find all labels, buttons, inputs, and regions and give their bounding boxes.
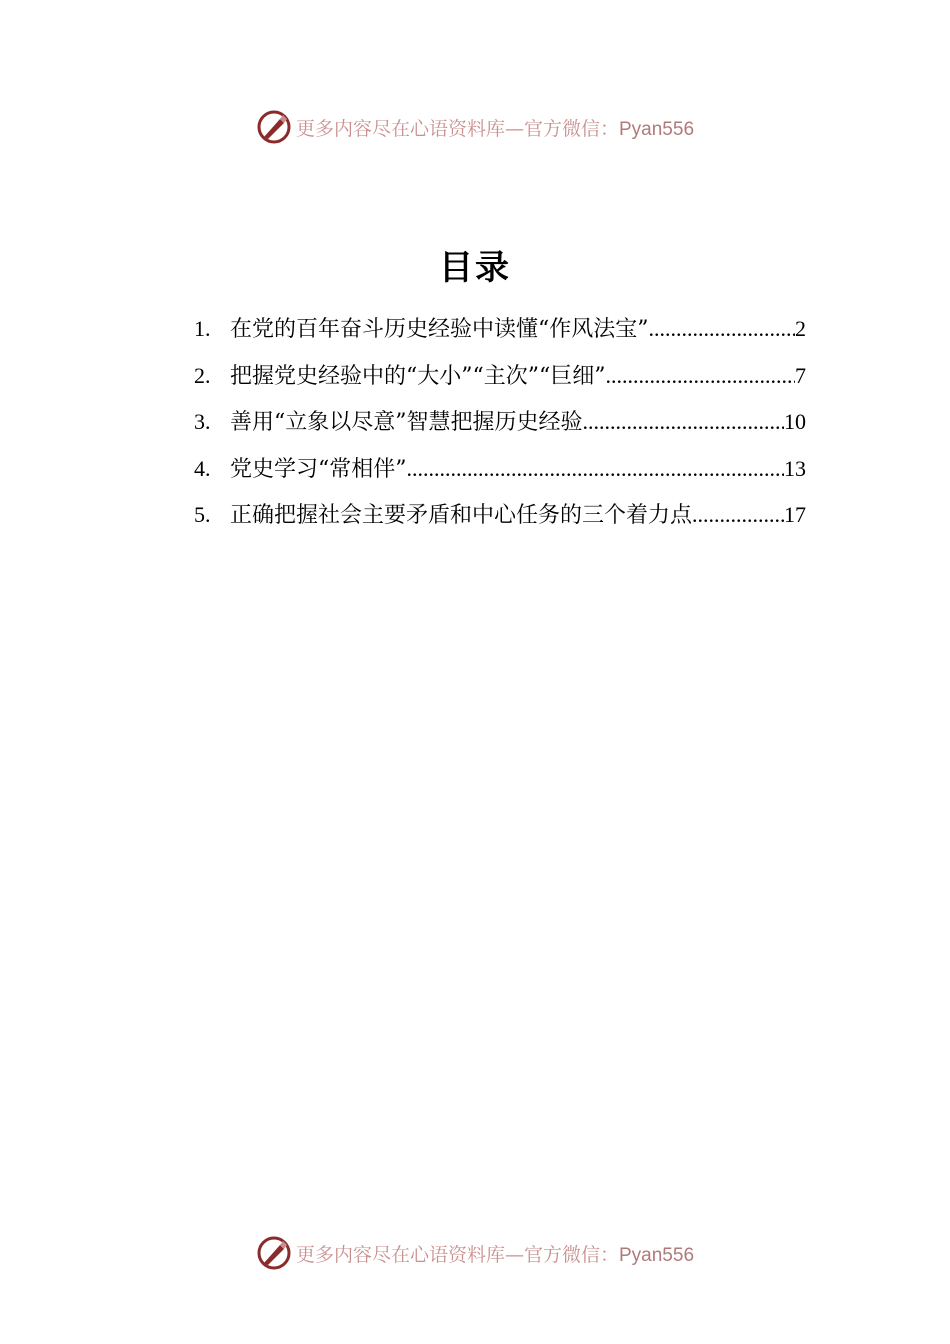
footer-banner xyxy=(0,1233,950,1273)
toc-page-number: 17 xyxy=(784,502,806,527)
toc-entry-1[interactable] xyxy=(194,306,806,353)
toc-number: 4. xyxy=(194,455,211,481)
toc-number: 3. xyxy=(194,409,211,434)
page-title: 目录 xyxy=(439,248,511,288)
toc-leader xyxy=(407,446,785,493)
banner-wechat-id: Pyan556 xyxy=(619,118,695,140)
toc-entry-2[interactable] xyxy=(194,353,806,400)
toc-page-number: 7 xyxy=(795,362,806,388)
toc-leader xyxy=(583,399,785,446)
pen-logo-icon xyxy=(256,109,292,145)
table-of-contents xyxy=(194,306,806,539)
toc-leader xyxy=(692,492,784,539)
pen-logo-icon xyxy=(256,1235,292,1271)
toc-title: 在党的百年奋斗历史经验中读懂“作风法宝” xyxy=(230,317,649,342)
toc-title: 正确把握社会主要矛盾和中心任务的三个着力点 xyxy=(230,503,693,528)
toc-page-number: 2 xyxy=(795,316,806,341)
toc-leader xyxy=(605,353,795,400)
banner-text xyxy=(296,114,694,141)
banner-wechat-id: Pyan556 xyxy=(619,1244,695,1266)
toc-entry-4[interactable] xyxy=(194,446,806,493)
toc-number: 2. xyxy=(194,362,211,388)
toc-title: 善用“立象以尽意”智慧把握历史经验 xyxy=(230,410,583,435)
header-banner xyxy=(0,107,950,147)
banner-slogan: 更多内容尽在心语资料库—官方微信： xyxy=(295,117,619,140)
banner-text xyxy=(296,1240,694,1267)
toc-entry-5[interactable] xyxy=(194,492,806,539)
toc-number: 5. xyxy=(194,502,211,527)
toc-entry-3[interactable] xyxy=(194,399,806,446)
toc-page-number: 13 xyxy=(784,455,806,481)
toc-number: 1. xyxy=(194,316,211,341)
toc-title: 党史学习“常相伴” xyxy=(230,456,407,482)
toc-page-number: 10 xyxy=(784,409,806,434)
toc-leader xyxy=(649,306,796,353)
toc-title: 把握党史经验中的“大小”“主次”“巨细” xyxy=(230,363,606,389)
banner-slogan: 更多内容尽在心语资料库—官方微信： xyxy=(295,1243,619,1266)
